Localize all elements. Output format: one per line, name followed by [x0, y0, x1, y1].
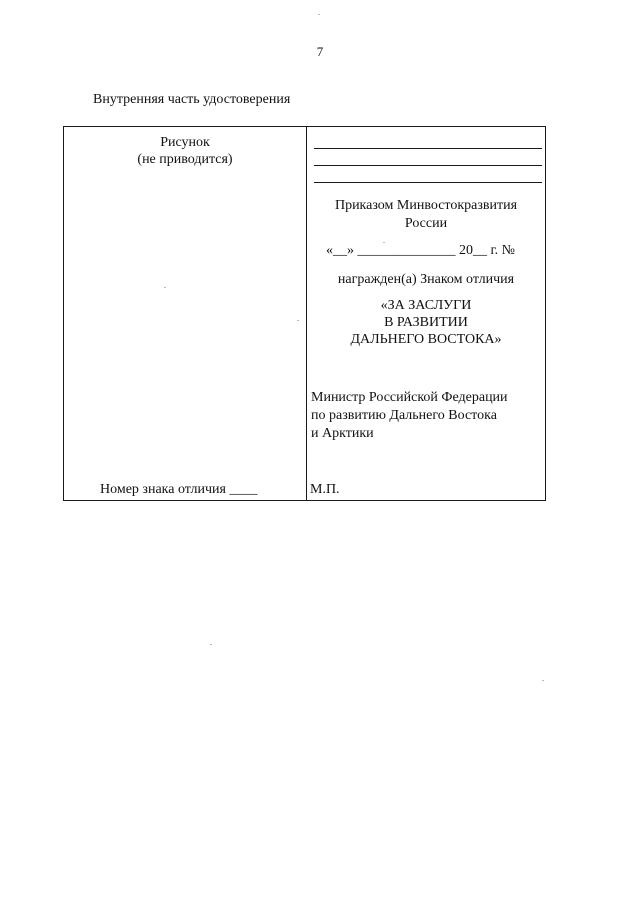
minister-line: Министр Российской Федерации [311, 390, 508, 405]
certificate-inner-spread [63, 126, 546, 501]
right-column [307, 127, 545, 500]
scan-speck [318, 14, 320, 15]
order-date-line: «__» ______________ 20__ г. № [326, 243, 516, 258]
award-title [307, 297, 545, 348]
seal-place-label: М.П. [310, 482, 340, 497]
awarded-text: награжден(а) Знаком отличия [337, 272, 515, 287]
picture-label: Рисунок [160, 135, 210, 150]
order-heading [307, 197, 545, 233]
left-column [64, 127, 306, 500]
name-fill-line [314, 148, 542, 149]
order-line: Приказом Минвостокразвития [334, 198, 518, 213]
badge-number-label: Номер знака отличия ____ [100, 482, 258, 497]
scan-speck [297, 320, 299, 321]
scan-speck [210, 644, 212, 645]
scan-speck [383, 242, 385, 243]
certificate-caption: Внутренняя часть удостоверения [93, 92, 291, 107]
scan-speck [164, 287, 166, 288]
award-title-line: В РАЗВИТИИ [384, 315, 468, 330]
picture-placeholder [64, 134, 306, 168]
award-title-line: «ЗА ЗАСЛУГИ [380, 298, 472, 313]
order-line: России [404, 216, 448, 231]
picture-note: (не приводится) [137, 152, 233, 167]
minister-line: по развитию Дальнего Востока [311, 408, 497, 423]
name-fill-line [314, 182, 542, 183]
minister-signature-block [311, 389, 508, 443]
scan-speck [542, 680, 544, 681]
minister-line: и Арктики [311, 426, 374, 441]
award-title-line: ДАЛЬНЕГО ВОСТОКА» [350, 332, 502, 347]
name-fill-line [314, 165, 542, 166]
page-number: 7 [316, 44, 324, 59]
